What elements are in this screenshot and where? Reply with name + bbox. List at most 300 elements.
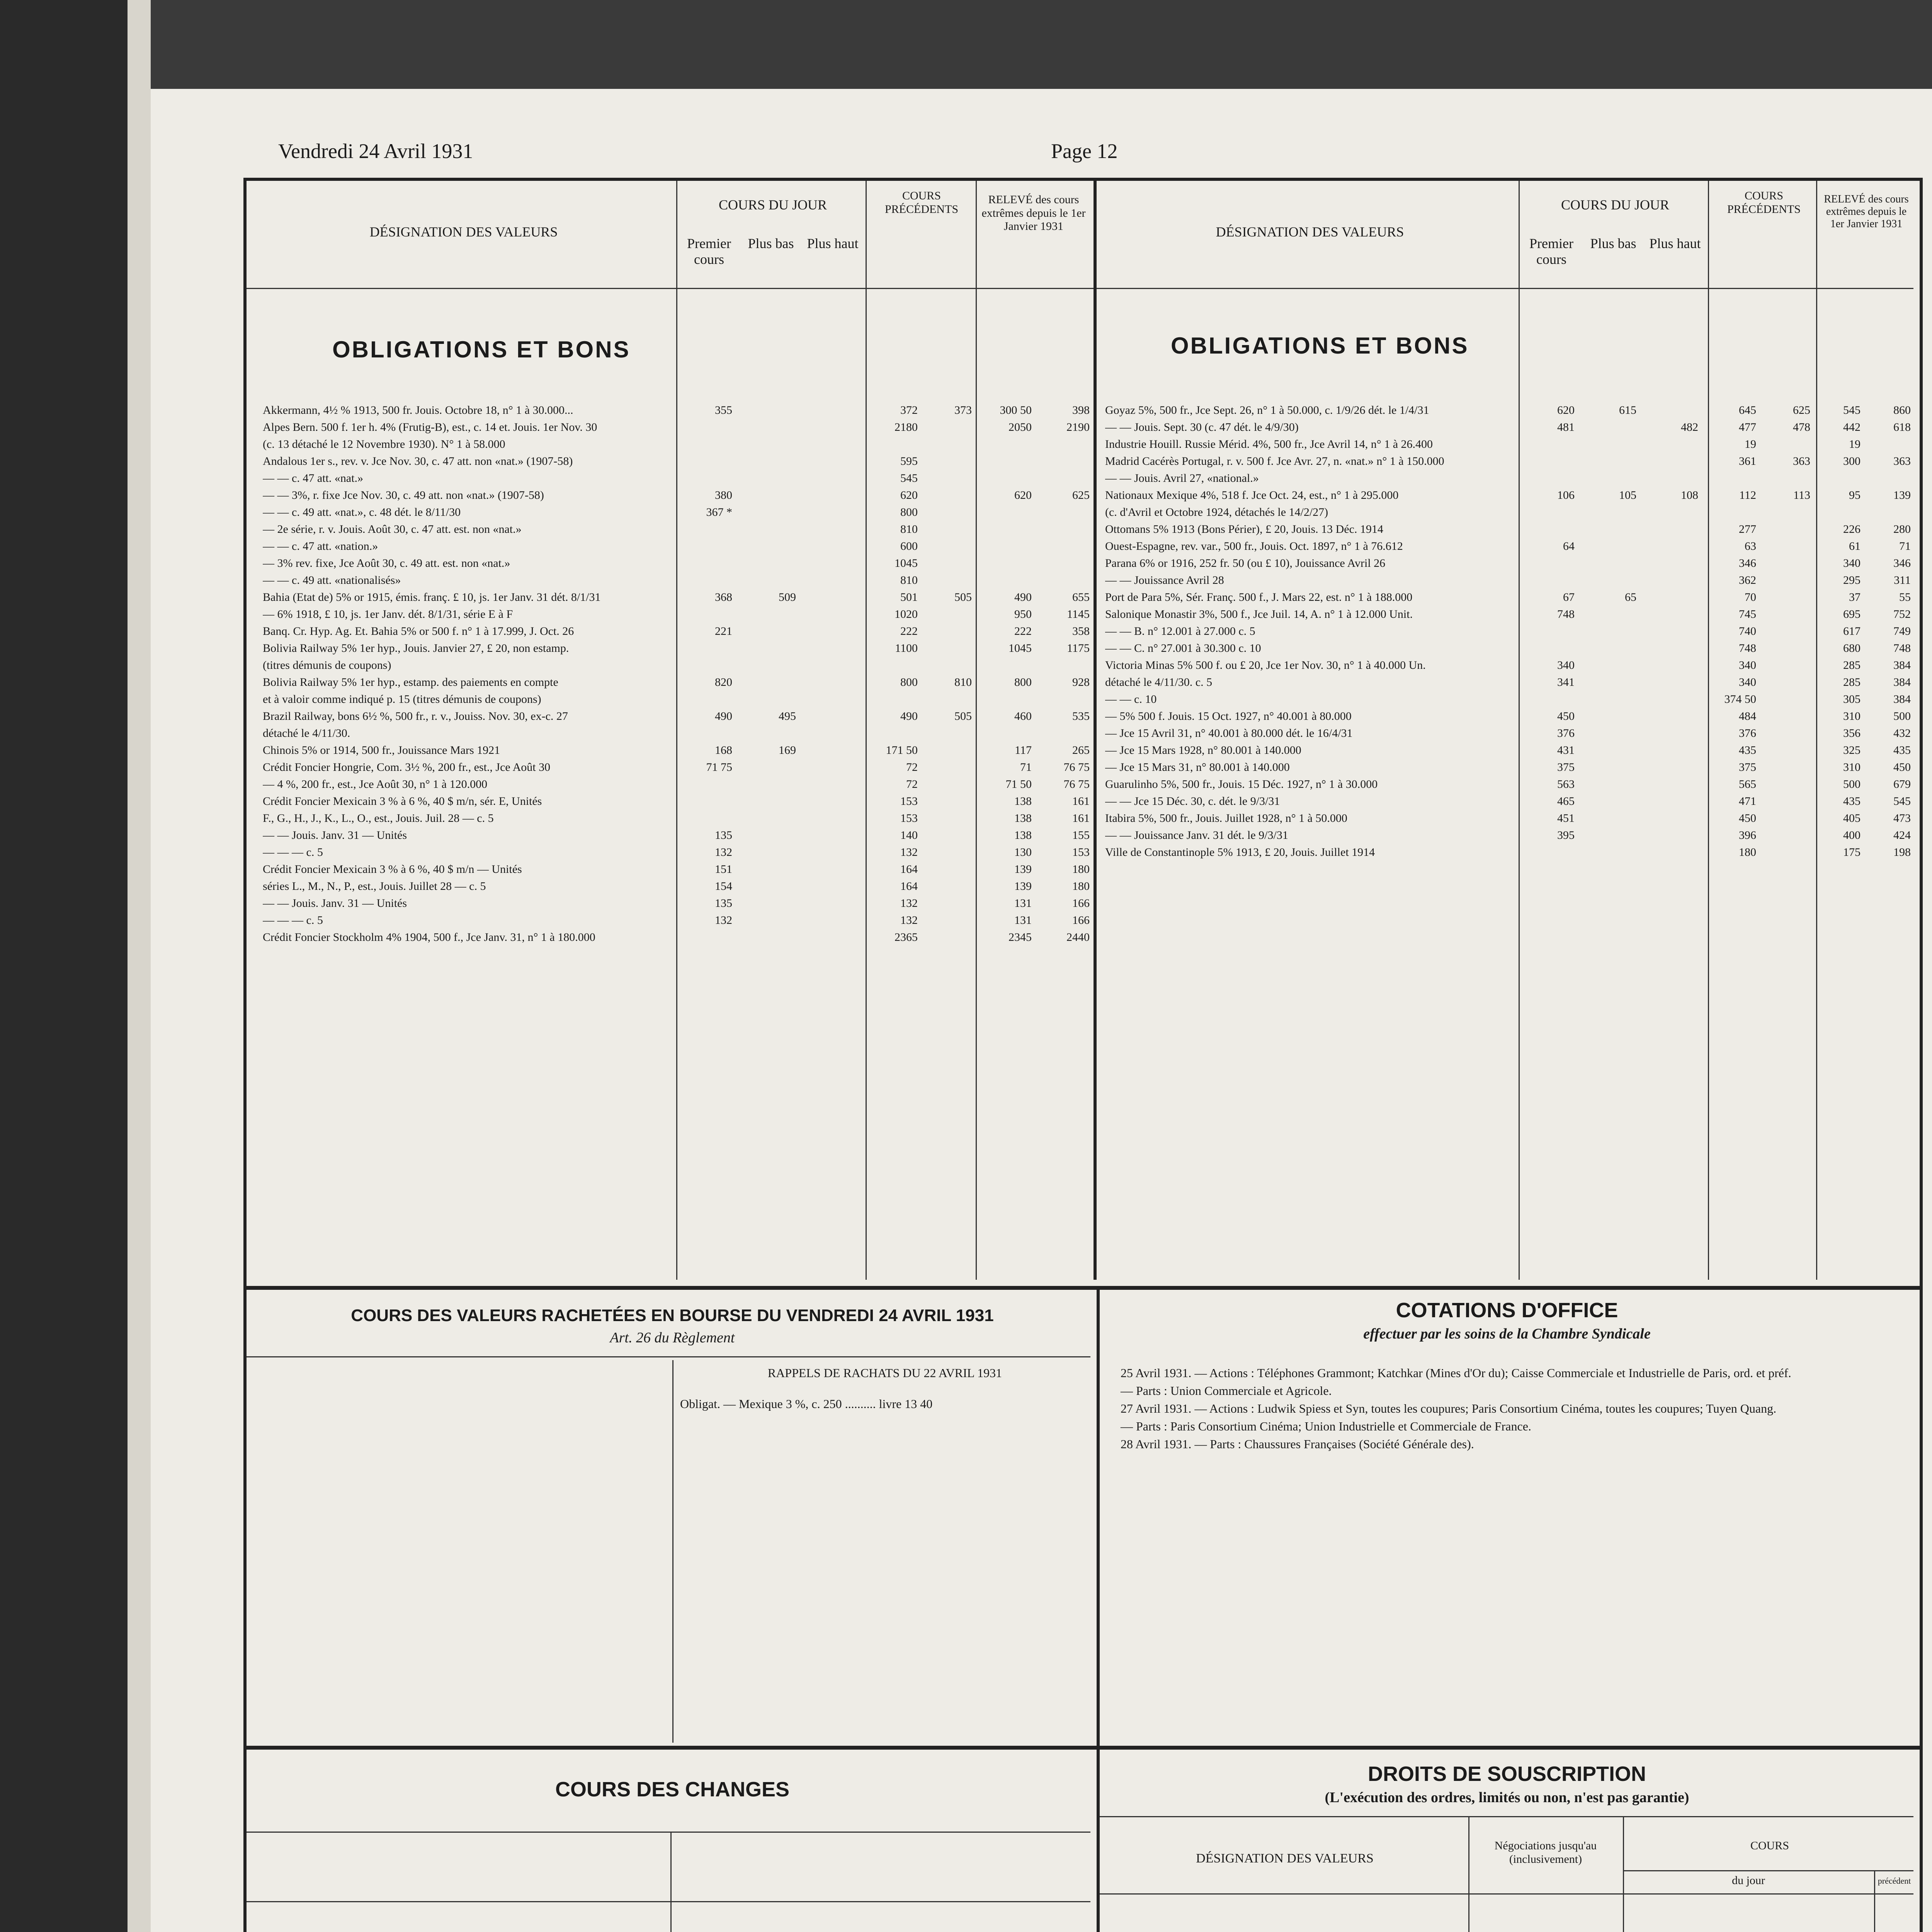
cell-value	[742, 810, 796, 827]
cell-value	[1760, 640, 1810, 657]
cell-value	[922, 623, 972, 640]
table-entry: Victoria Minas 5% 500 f. ou £ 20, Jce 1er Nov. 30, n° 1 à 40.000 Un.	[1105, 659, 1426, 672]
cell-value	[1520, 436, 1575, 453]
cell-value: 800	[1014, 676, 1032, 689]
cell-value	[1644, 402, 1698, 419]
cotations-box	[1097, 1287, 1923, 1749]
cell-value	[867, 657, 918, 674]
scan-gutter	[0, 0, 128, 1932]
cell-value: 355	[715, 404, 732, 417]
cell-value: 500	[1893, 710, 1911, 723]
cell-value: 153	[1072, 846, 1090, 859]
cell-value	[678, 640, 732, 657]
cell-value	[1520, 623, 1575, 640]
cell-value	[1864, 436, 1911, 453]
cell-value: 139	[1014, 863, 1032, 876]
cell-value: 655	[1072, 591, 1090, 604]
cell-value	[1036, 436, 1090, 453]
cell-value: 450	[1739, 812, 1756, 825]
cell-value: 19	[1745, 438, 1756, 451]
cell-value: 71	[1899, 540, 1911, 553]
cell-value	[742, 844, 796, 861]
cell-value: 325	[1843, 744, 1861, 757]
cell-value	[1582, 470, 1636, 487]
cell-value	[922, 742, 972, 759]
cell-value	[742, 538, 796, 555]
cell-value: 226	[1843, 523, 1861, 536]
right-prec-bas-col	[1710, 402, 1756, 861]
table-entry: Salonique Monastir 3%, 500 f., Jce Juil. 14, A. n° 1 à 12.000 Unit.	[1105, 608, 1413, 621]
cell-value	[742, 436, 796, 453]
cell-value: 113	[1793, 489, 1810, 502]
cell-value	[1582, 623, 1636, 640]
cell-value	[1036, 691, 1090, 708]
cell-value: 285	[1843, 659, 1861, 672]
cell-value	[1582, 708, 1636, 725]
cell-value	[922, 504, 972, 521]
cell-value	[1760, 725, 1810, 742]
cell-value: 740	[1739, 625, 1756, 638]
cell-value	[742, 640, 796, 657]
cell-value: 61	[1849, 540, 1861, 553]
cell-value	[1582, 759, 1636, 776]
cell-value: 95	[1849, 489, 1861, 502]
cell-value	[978, 470, 1032, 487]
cell-value: 450	[1557, 710, 1575, 723]
col-cours-du-jour-right: COURS DU JOUR	[1561, 197, 1670, 213]
table-entry: — — c. 47 att. «nat.»	[263, 472, 363, 485]
cell-value: 376	[1739, 727, 1756, 740]
rule	[247, 1901, 1090, 1902]
cell-value	[1582, 691, 1636, 708]
table-entry: Guarulinho 5%, 500 fr., Jouis. 15 Déc. 1927, n° 1 à 30.000	[1105, 778, 1378, 791]
col-plus-bas-right: Plus bas	[1590, 236, 1636, 251]
rule	[1874, 1870, 1875, 1932]
cell-value	[678, 521, 732, 538]
table-entry: — — — c. 5	[263, 914, 323, 927]
col-designation-left: DÉSIGNATION DES VALEURS	[369, 224, 558, 240]
cell-value	[922, 878, 972, 895]
souscription-head-precedent: précédent	[1878, 1876, 1911, 1886]
cell-value	[742, 470, 796, 487]
left-plus-bas-col	[742, 402, 796, 946]
cell-value: 565	[1739, 778, 1756, 791]
cell-value: 117	[1015, 744, 1032, 757]
cell-value: 166	[1072, 897, 1090, 910]
cell-value: 71 75	[706, 761, 732, 774]
left-prec-haut-col	[922, 402, 972, 946]
rule	[1100, 1816, 1913, 1817]
table-entry: Industrie Houill. Russie Mérid. 4%, 500 fr., Jce Avril 14, n° 1 à 26.400	[1105, 438, 1433, 451]
changes-col-head	[972, 1835, 1026, 1901]
cell-value	[1520, 470, 1575, 487]
cell-value: 367 *	[706, 506, 732, 519]
right-plus-haut-col	[1644, 402, 1698, 861]
cotation-line: — Parts : Paris Consortium Cinéma; Union Industrielle et Commerciale de France.	[1121, 1419, 1531, 1433]
cell-value: 374 50	[1724, 693, 1756, 706]
cell-value: 139	[1893, 489, 1911, 502]
cell-value	[742, 623, 796, 640]
cell-value: 198	[1893, 846, 1911, 859]
table-entry: Port de Para 5%, Sér. Franç. 500 f., J. Mars 22, est. n° 1 à 188.000	[1105, 591, 1413, 604]
cell-value: 928	[1072, 676, 1090, 689]
cell-value	[1644, 572, 1698, 589]
cell-value	[1760, 521, 1810, 538]
cell-value	[1582, 606, 1636, 623]
cell-value: 132	[900, 897, 918, 910]
table-entry: Ouest-Espagne, rev. var., 500 fr., Jouis. Oct. 1897, n° 1 à 76.612	[1105, 540, 1403, 553]
cell-value: 131	[1014, 897, 1032, 910]
cell-value	[742, 793, 796, 810]
changes-mid-divider	[670, 1832, 672, 1932]
right-premier-col	[1520, 402, 1575, 861]
right-releve-haut-col	[1864, 402, 1911, 861]
cell-value	[922, 691, 972, 708]
cell-value: 132	[900, 846, 918, 859]
cell-value: 362	[1739, 574, 1756, 587]
cell-value: 620	[900, 489, 918, 502]
rachats-subtitle: Art. 26 du Règlement	[610, 1330, 735, 1346]
cell-value: 305	[1843, 693, 1861, 706]
cell-value: 465	[1557, 795, 1575, 808]
cell-value	[1760, 674, 1810, 691]
rule	[1816, 181, 1817, 1280]
cell-value: 300 50	[1000, 404, 1032, 417]
cell-value	[1644, 691, 1698, 708]
section-title-right: OBLIGATIONS ET BONS	[1171, 333, 1469, 359]
col-premier-right: Premier cours	[1529, 236, 1573, 267]
cell-value: 490	[1014, 591, 1032, 604]
cell-value: 72	[906, 778, 918, 791]
cell-value: 1045	[895, 557, 918, 570]
cell-value: 695	[1843, 608, 1861, 621]
cotation-line: 27 Avril 1931. — Actions : Ludwik Spiess et Syn, toutes les coupures; Paris Consortium Cinéma, toutes les coupures; Tuyen Quang.	[1121, 1401, 1777, 1415]
cell-value: 749	[1893, 625, 1911, 638]
table-mid-divider	[1094, 181, 1097, 1280]
cell-value: 138	[1014, 829, 1032, 842]
table-entry: — — Jouissance Avril 28	[1105, 574, 1224, 587]
cell-value	[922, 436, 972, 453]
cell-value: 442	[1843, 421, 1861, 434]
cell-value	[1760, 623, 1810, 640]
cell-value: 405	[1843, 812, 1861, 825]
cell-value: 2050	[1009, 421, 1032, 434]
table-entry: Akkermann, 4½ % 1913, 500 fr. Jouis. Octobre 18, n° 1 à 30.000...	[263, 404, 573, 417]
cell-value: 65	[1625, 591, 1636, 604]
cell-value: 490	[900, 710, 918, 723]
cell-value	[978, 725, 1032, 742]
left-prec-bas-col	[867, 402, 918, 946]
cell-value: 340	[1557, 659, 1575, 672]
table-entry: Brazil Railway, bons 6½ %, 500 fr., r. v., Jouiss. Nov. 30, ex-c. 27	[263, 710, 568, 723]
cell-value: 501	[900, 591, 918, 604]
cell-value	[978, 436, 1032, 453]
table-entry: — — c. 49 att. «nat.», c. 48 dét. le 8/11/30	[263, 506, 461, 519]
cell-value: 153	[900, 812, 918, 825]
right-plus-bas-col	[1582, 402, 1636, 861]
cell-value: 1145	[1067, 608, 1090, 621]
cell-value: 471	[1739, 795, 1756, 808]
cell-value: 285	[1843, 676, 1861, 689]
cell-value	[1760, 504, 1810, 521]
cell-value	[922, 521, 972, 538]
left-releve-haut-col	[1036, 402, 1090, 946]
cell-value: 161	[1072, 812, 1090, 825]
cell-value	[1520, 555, 1575, 572]
cell-value: 132	[715, 914, 732, 927]
cell-value: 221	[715, 625, 732, 638]
cell-value: 563	[1557, 778, 1575, 791]
cell-value	[1760, 776, 1810, 793]
cell-value: 950	[1014, 608, 1032, 621]
cell-value	[742, 878, 796, 895]
cell-value	[1760, 606, 1810, 623]
cell-value	[1760, 589, 1810, 606]
left-releve-bas-col	[978, 402, 1032, 946]
cotation-line: 28 Avril 1931. — Parts : Chaussures Françaises (Société Générale des).	[1121, 1437, 1474, 1451]
cell-value: 380	[715, 489, 732, 502]
cell-value	[678, 538, 732, 555]
cell-value	[1760, 793, 1810, 810]
table-entry: — — c. 10	[1105, 693, 1157, 706]
cell-value	[1644, 827, 1698, 844]
rappels-rachats-line: Obligat. — Mexique 3 %, c. 250 .......... livre 13 40	[680, 1397, 933, 1411]
cotation-line: 25 Avril 1931. — Actions : Téléphones Grammont; Katchkar (Mines d'Or du); Caisse Commerciale et Industrielle de Paris, ord. et préf.	[1121, 1366, 1791, 1380]
cell-value	[742, 657, 796, 674]
cell-value: 70	[1745, 591, 1756, 604]
cell-value: 535	[1072, 710, 1090, 723]
table-entry: Goyaz 5%, 500 fr., Jce Sept. 26, n° 1 à 50.000, c. 1/9/26 dét. le 1/4/31	[1105, 404, 1429, 417]
cell-value: 625	[1072, 489, 1090, 502]
cell-value	[978, 691, 1032, 708]
cell-value: 138	[1014, 795, 1032, 808]
rule	[247, 1356, 1090, 1357]
section-title-left: OBLIGATIONS ET BONS	[332, 337, 631, 362]
cell-value: 63	[1745, 540, 1756, 553]
cell-value: 2180	[895, 421, 918, 434]
cell-value: 361	[1739, 455, 1756, 468]
cell-value: 545	[1843, 404, 1861, 417]
souscription-head-designation: DÉSIGNATION DES VALEURS	[1196, 1851, 1374, 1866]
cell-value	[1582, 453, 1636, 470]
cell-value: 748	[1893, 642, 1911, 655]
cell-value: 620	[1557, 404, 1575, 417]
cell-value: 358	[1072, 625, 1090, 638]
table-entry: Crédit Foncier Stockholm 4% 1904, 500 f., Jce Janv. 31, n° 1 à 180.000	[263, 931, 595, 944]
cell-value	[1582, 436, 1636, 453]
cell-value	[742, 572, 796, 589]
cell-value	[922, 606, 972, 623]
cell-value	[1644, 725, 1698, 742]
cell-value	[978, 521, 1032, 538]
cell-value: 400	[1843, 829, 1861, 842]
cell-value: 372	[900, 404, 918, 417]
table-entry: Andalous 1er s., rev. v. Jce Nov. 30, c. 47 att. non «nat.» (1907-58)	[263, 455, 573, 468]
cell-value: 1045	[1009, 642, 1032, 655]
cell-value	[742, 691, 796, 708]
cell-value	[1582, 521, 1636, 538]
cell-value: 277	[1739, 523, 1756, 536]
cell-value	[1760, 572, 1810, 589]
cell-value	[678, 793, 732, 810]
cell-value: 545	[900, 472, 918, 485]
col-plus-bas-left: Plus bas	[748, 236, 794, 251]
cell-value: 545	[1893, 795, 1911, 808]
table-entry: — — c. 49 att. «nationalisés»	[263, 574, 401, 587]
cell-value: 341	[1557, 676, 1575, 689]
cell-value: 384	[1893, 659, 1911, 672]
cell-value: 490	[715, 710, 732, 723]
cell-value	[1644, 504, 1698, 521]
cell-value	[922, 453, 972, 470]
col-plus-haut-right: Plus haut	[1649, 236, 1701, 251]
table-entry: détaché le 4/11/30. c. 5	[1105, 676, 1213, 689]
table-entry: — 2e série, r. v. Jouis. Août 30, c. 47 att. est. non «nat.»	[263, 523, 522, 536]
table-entry: — — B. n° 12.001 à 27.000 c. 5	[1105, 625, 1255, 638]
cell-value	[1036, 504, 1090, 521]
cell-value	[1582, 504, 1636, 521]
table-entry: détaché le 4/11/30.	[263, 727, 350, 740]
cell-value	[678, 657, 732, 674]
changes-header-row	[674, 1835, 1090, 1901]
cell-value	[1710, 504, 1756, 521]
rule	[976, 181, 977, 1280]
cell-value: 748	[1739, 642, 1756, 655]
cell-value	[978, 453, 1032, 470]
cell-value: 140	[900, 829, 918, 842]
cell-value: 1020	[895, 608, 918, 621]
changes-col-head	[674, 1835, 732, 1901]
cell-value	[1520, 691, 1575, 708]
cell-value	[1582, 810, 1636, 827]
cell-value: 473	[1893, 812, 1911, 825]
cell-value: 620	[1014, 489, 1032, 502]
cell-value	[1644, 844, 1698, 861]
cell-value	[1644, 640, 1698, 657]
cotations-list	[1121, 1364, 1901, 1453]
cell-value	[742, 402, 796, 419]
cell-value: 484	[1739, 710, 1756, 723]
rule	[1519, 181, 1520, 1280]
table-entry: Madrid Cacérès Portugal, r. v. 500 f. Jce Avr. 27, n. «nat.» n° 1 à 150.000	[1105, 455, 1444, 468]
cell-value: 396	[1739, 829, 1756, 842]
cell-value	[1036, 555, 1090, 572]
cell-value	[1644, 538, 1698, 555]
cell-value: 509	[779, 591, 796, 604]
cell-value	[678, 555, 732, 572]
cell-value	[1760, 470, 1810, 487]
table-entry: — Jce 15 Avril 31, n° 40.001 à 80.000 dét. le 16/4/31	[1105, 727, 1353, 740]
cell-value	[978, 572, 1032, 589]
cell-value: 76 75	[1063, 778, 1090, 791]
cell-value: 340	[1739, 659, 1756, 672]
cell-value	[678, 691, 732, 708]
cell-value	[1644, 742, 1698, 759]
rule	[1100, 1893, 1913, 1895]
souscription-head-cours: COURS	[1750, 1839, 1789, 1852]
cell-value: 432	[1893, 727, 1911, 740]
col-designation-right: DÉSIGNATION DES VALEURS	[1216, 224, 1404, 240]
cell-value	[867, 436, 918, 453]
table-entry: — — Jouis. Janv. 31 — Unités	[263, 897, 407, 910]
cell-value: 108	[1681, 489, 1698, 502]
cell-value: 346	[1739, 557, 1756, 570]
cell-value	[922, 844, 972, 861]
cell-value	[1520, 521, 1575, 538]
cell-value	[922, 895, 972, 912]
cell-value	[678, 419, 732, 436]
cell-value: 477	[1739, 421, 1756, 434]
cell-value	[1036, 725, 1090, 742]
table-entry: — — Jouis. Janv. 31 — Unités	[263, 829, 407, 842]
cell-value: 112	[1739, 489, 1756, 502]
cell-value	[742, 912, 796, 929]
table-entry: et à valoir comme indiqué p. 15 (titres démunis de coupons)	[263, 693, 541, 706]
cell-value: 375	[1739, 761, 1756, 774]
cell-value: 482	[1681, 421, 1698, 434]
table-entry: Chinois 5% or 1914, 500 fr., Jouissance Mars 1921	[263, 744, 500, 757]
table-entry: — — Jouis. Sept. 30 (c. 47 dét. le 4/9/30)	[1105, 421, 1299, 434]
cell-value: 154	[715, 880, 732, 893]
cell-value	[1644, 623, 1698, 640]
cell-value	[1644, 453, 1698, 470]
cell-value	[1760, 827, 1810, 844]
table-entry: Nationaux Mexique 4%, 518 f. Jce Oct. 24, est., n° 1 à 295.000	[1105, 489, 1399, 502]
table-entry: — — — c. 5	[263, 846, 323, 859]
left-entries	[263, 402, 672, 946]
cell-value: 180	[1739, 846, 1756, 859]
cell-value: 745	[1739, 608, 1756, 621]
changes-header-row	[249, 1835, 668, 1901]
cell-value	[1760, 555, 1810, 572]
cell-value	[678, 470, 732, 487]
cell-value	[1710, 470, 1756, 487]
cell-value	[678, 810, 732, 827]
cell-value: 481	[1557, 421, 1575, 434]
cell-value: 19	[1849, 438, 1861, 451]
cell-value	[1520, 572, 1575, 589]
table-entry: Banq. Cr. Hyp. Ag. Et. Bahia 5% or 500 f. n° 1 à 17.999, J. Oct. 26	[263, 625, 574, 638]
cell-value: 138	[1014, 812, 1032, 825]
cell-value: 384	[1893, 676, 1911, 689]
cell-value: 500	[1843, 778, 1861, 791]
cell-value: 71 50	[1005, 778, 1032, 791]
cell-value	[922, 776, 972, 793]
changes-col-head	[547, 1835, 601, 1901]
col-releve-right: RELEVÉ des cours extrêmes depuis le 1er Janvier 1931	[1824, 193, 1909, 230]
cell-value: 132	[715, 846, 732, 859]
cell-value: 135	[715, 897, 732, 910]
table-entry: — 5% 500 f. Jouis. 15 Oct. 1927, n° 40.001 à 80.000	[1105, 710, 1352, 723]
cell-value	[922, 470, 972, 487]
col-cours-precedents-right: COURS PRÉCÉDENTS	[1727, 189, 1801, 216]
cell-value	[1864, 504, 1911, 521]
table-entry: — Jce 15 Mars 31, n° 80.001 à 140.000	[1105, 761, 1290, 774]
scan-edge	[128, 0, 151, 1932]
cell-value	[1036, 470, 1090, 487]
cell-value: 265	[1072, 744, 1090, 757]
cell-value	[1644, 589, 1698, 606]
cell-value	[1818, 504, 1861, 521]
cell-value	[678, 606, 732, 623]
souscription-head-du-jour: du jour	[1732, 1874, 1765, 1887]
table-entry: (c. 13 détaché le 12 Novembre 1930). N° 1 à 58.000	[263, 438, 505, 451]
cell-value	[978, 657, 1032, 674]
cell-value	[1582, 538, 1636, 555]
table-entry: — — 3%, r. fixe Jce Nov. 30, c. 49 att. non «nat.» (1907-58)	[263, 489, 544, 502]
cell-value: 431	[1557, 744, 1575, 757]
rule	[247, 1832, 1090, 1833]
